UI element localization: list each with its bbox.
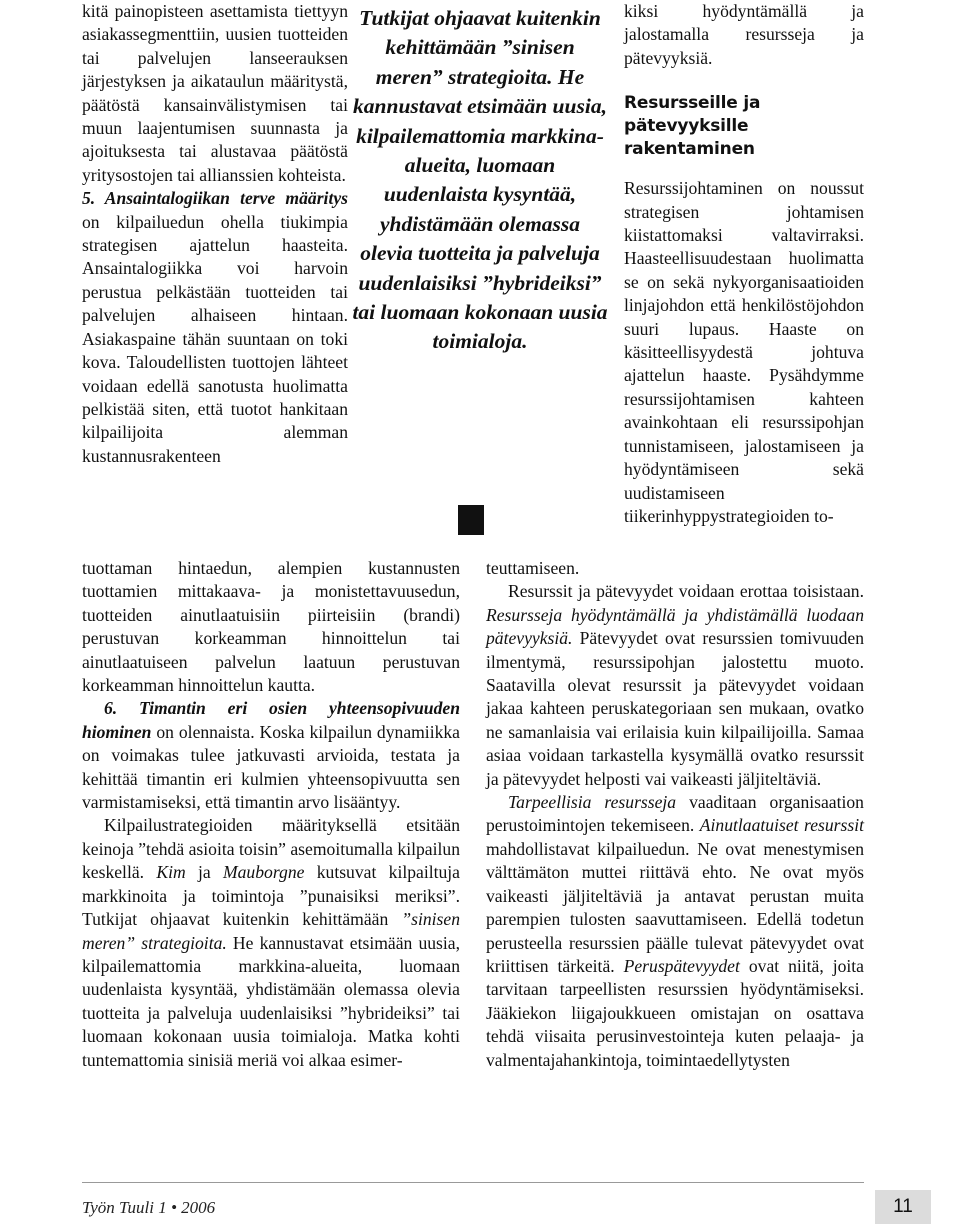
paragraph-text: ovat niitä, joita tarvitaan tarpeellisten resurssien hyödyntämiseksi. Jääkiekon liigajoukkueen omistajan on osattava tehdä viisaita perusinvestointeja kuten pelaaja- ja valmentajahankintoja, toimintaedellytysten (486, 955, 864, 1070)
page-number: 11 (875, 1190, 931, 1224)
left-column-bottom (82, 557, 460, 1072)
paragraph-text: Resurssit ja pätevyydet voidaan erottaa toisistaan. (508, 581, 864, 602)
left-column-top (82, 0, 348, 468)
paragraph: kitä painopisteen asettamista tiettyyn asiakassegmenttiin, uusien tuotteiden tai palvelujen lanseerauksen järjestyksen ja aikataulun määritystä, päätöstä kansainvälistymisen tai muun laajentumisen suunnasta ja ajoituksesta tai alustavaa päätöstä yritysostojen tai allianssien kohteista. (82, 1, 348, 185)
paragraph-text: on olennaista. Koska kilpailun dynamiikka on voimakas tulee jatkuvasti arvioida, testata ja kehittää timantin eri kulmien yhteensopivuutta sen varmistamiseksi, että timantin arvo lisääntyy. (82, 721, 460, 813)
italic-phrase: Resursseja hyödyntämällä ja yhdistämällä luodaan pätevyyksiä. (486, 604, 864, 649)
paragraph-text: vaaditaan organisaation perustoimintojen tekemiseen. (486, 792, 864, 836)
paragraph-text: Kilpailustrategioiden määrityksellä etsitään keinoja ”tehdä asioita toisin” asemoitumalla kilpailun keskellä. (82, 815, 460, 883)
paragraph: Resurssijohtaminen on noussut strategisen johtamisen kiistattomaksi valtavirraksi. Haasteellisuudestaan huolimatta se on sekä nykyorganisaatioiden linjajohdon että henkilöstöjohdon suuri lupaus. Haaste on käsitteellisyydestä johtuva ajattelun haaste. Pysähdymme resurssijohtamisen kahteen avainkohtaan eli resurssipohjan tunnistamiseen, jalostamiseen ja hyödyntämiseen sekä uudistamiseen tiikerinhyppystrategioiden to- (624, 178, 864, 526)
italic-phrase: Peruspätevyydet (623, 955, 740, 976)
footer-rule (82, 1182, 864, 1183)
author-name: Mauborgne (222, 862, 305, 883)
paragraph-text: He kannustavat etsimään uusia, kilpailemattomia markkina-alueita, luomaan uudenlaista kysyntää, yhdistämään olemassa olevia tuotteita ja palveluja uudenlaisiksi ”hybrideiksi” tai luomaan kokonaan uusia toimialoja. Matka kohti tuntemattomia sinisiä meriä voi alkaa esimer- (82, 932, 460, 1070)
numbered-lead: 6. Timantin eri osien yhteensopivuuden hiominen (82, 698, 460, 742)
numbered-lead: 5. Ansaintalogiikan terve määritys (82, 188, 348, 209)
right-column-top (624, 0, 864, 528)
right-column-bottom (486, 557, 864, 1072)
paragraph: tuottaman hintaedun, alempien kustannusten tuottamien mittakaava- ja monistettavuusedun, tuotteiden ainutlaatuisiin piirteisiin (brandi) perustuvan korkeamman hinnoittelun tai ainutlaatuiseen palvelun laatuun perustuvan korkeamman hinnoittelun kautta. (82, 558, 460, 696)
paragraph (82, 814, 460, 1071)
paragraph (82, 697, 460, 814)
paragraph: teuttamiseen. (486, 558, 580, 578)
paragraph (82, 187, 348, 468)
paragraph (486, 580, 864, 791)
pull-quote: Tutkijat ohjaavat kuitenkin kehittämään ”sinisen meren” strategioita. He kannustavat etsimään uusia, kilpailemattomia markkina-alueita, luomaan uudenlaista kysyntää, yhdistämään olemassa olevia tuotteita ja palveluja uudenlaisiksi ”hybrideiksi” tai luomaan kokonaan uusia toimialoja. (352, 6, 608, 354)
paragraph-text: kutsuvat kilpailtuja markkinoita ja toimintoja ”punaisiksi meriksi”. Tutkijat ohjaavat kuitenkin kehittämään (82, 862, 460, 930)
paragraph (486, 791, 864, 1072)
paragraph-text: on kilpailuedun ohella tiukimpia strategisen ajattelun haasteita. Ansaintalogiikka voi harvoin perustua pelkästään tuotteiden tai palvelujen alhaiseen hintaan. Asiakaspaine tähän suuntaan on toki kova. Taloudellisten tuottojen lähteet voidaan edellä sanotusta huolimatta pelkistää siten, että tuotot hankitaan kilpailijoita alemman kustannusrakenteen (82, 211, 348, 466)
publication-name: Työn Tuuli 1 • 2006 (82, 1198, 216, 1217)
paragraph: kiksi hyödyntämällä ja jalostamalla resursseja ja pätevyyksiä. (624, 1, 864, 68)
section-heading: Resursseille ja pätevyyksille rakentaminen (624, 93, 761, 160)
italic-phrase: Tarpeellisia resursseja (508, 792, 677, 813)
paragraph-text: Pätevyydet ovat resurssien tomivuuden ilmentymä, resurssipohjan jalostettu muoto. Saatavilla olevat resurssit ja pätevyydet voidaan jakaa kahteen peruskategoriaan sen mukaan, ovatko ne samanlaisia vai erilaisia kuin kilpailijoilla. Samaa asiaa voidaan tarkastella kysymällä ovatko resurssit ja pätevyydet helposti vai vaikeasti jäljiteltäviä. (486, 628, 864, 789)
end-mark-square (458, 505, 484, 535)
italic-phrase: ”sinisen meren” strategioita. (82, 909, 460, 953)
paragraph-text: ja (185, 862, 223, 883)
paragraph-text: mahdollistavat kilpailuedun. Ne ovat menestymisen välttämäton muttei riittävä ehto. Ne ovat myös vaikeasti jäljiteltäviä ja antavat perustan muita parempien tulosten saavuttamiseen. Edellä todetun perusteella resurssien päälle tulevat pätevyydet ovat kriittisen tärkeitä. (486, 838, 864, 976)
italic-phrase: Ainutlaatuiset resurssit (699, 815, 864, 836)
author-name: Kim (156, 862, 186, 883)
